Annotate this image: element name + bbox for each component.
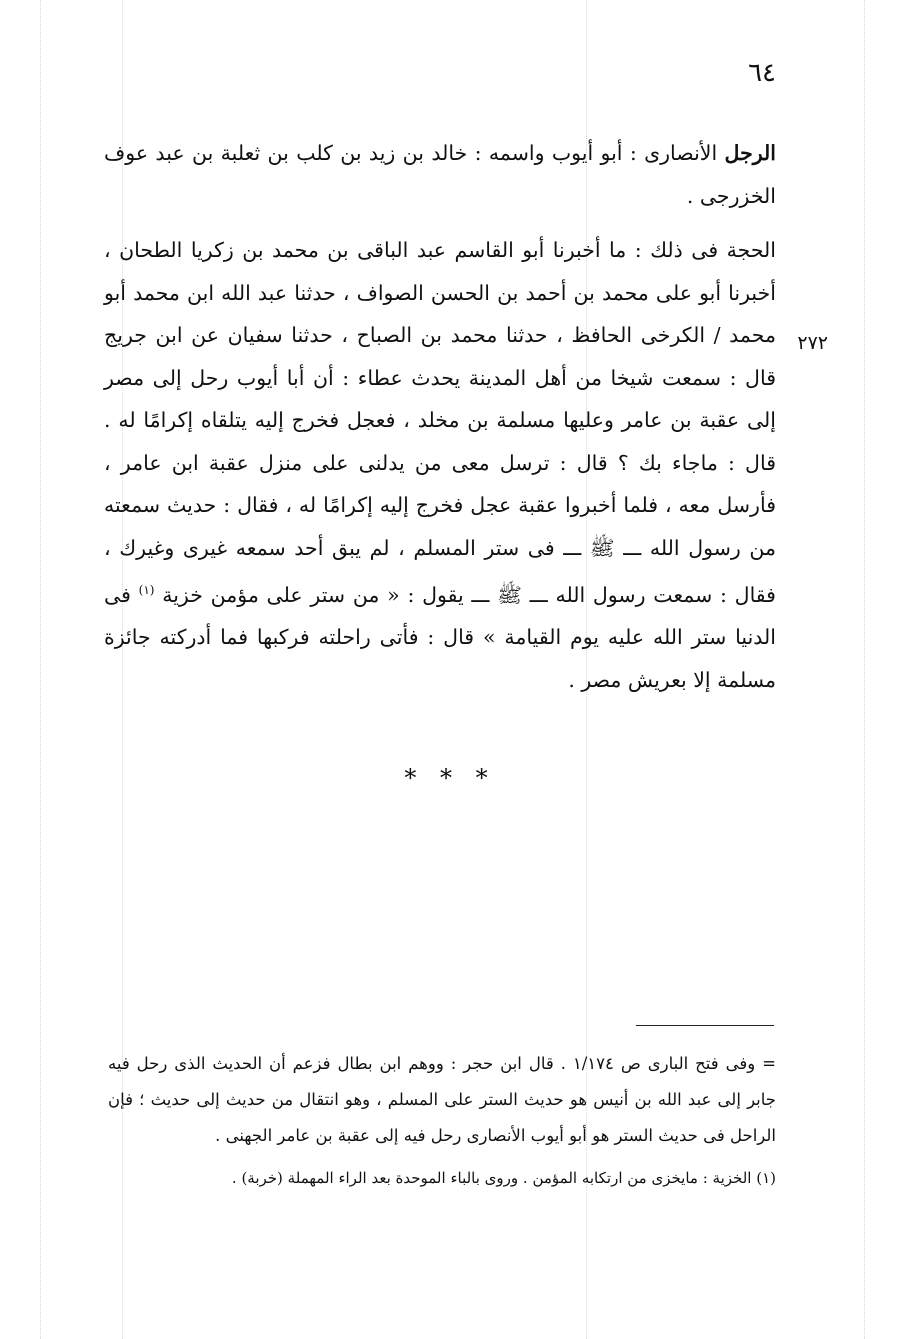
heading-text: الأنصارى : أبو أيوب واسمه : خالد بن زيد بن كلب بن ثعلبة بن عبد عوف الخزرجى .: [104, 141, 776, 208]
heading-rubric: الرجل: [724, 141, 776, 165]
section-separator: * * *: [404, 764, 496, 792]
heading-paragraph: [104, 132, 776, 217]
footnote-1: (١) الخزية : مايخزى من ارتكابه المؤمن . وروى بالباء الموحدة بعد الراء المهملة (خربة) .: [231, 1169, 776, 1187]
footnote-continuation: = وفى فتح البارى ص ١/١٧٤ . قال ابن حجر : ووهم ابن بطال فزعم أن الحديث الذى رحل فيه جابر إلى عبد الله بن أنيس هو حديث الستر على المسلم ، وهو انتقال من حديث إلى حديث ؛ فإن الراحل فى حديث الستر هو أبو أيوب الأنصارى رحل فيه إلى عقبة بن عامر الجهنى .: [108, 1054, 776, 1145]
footnote-reference[interactable]: (١): [138, 583, 155, 597]
page-number: ٦٤: [748, 58, 776, 88]
hadith-text-part1: الحجة فى ذلك : ما أخبرنا أبو القاسم عبد الباقى بن محمد بن زكريا الطحان ، أخبرنا أبو على محمد بن أحمد بن الحسن الصواف ، حدثنا عبد الله ابن محمد أبو محمد / الكرخى الحافظ ، حدثنا محمد بن الصباح ، حدثنا سفيان عن ابن جريج قال : سمعت شيخا من أهل المدينة يحدث عطاء : أن أبا أيوب رحل إلى مصر إلى عقبة بن عامر وعليها مسلمة بن مخلد ، فعجل فخرج إليه يتلقاه إكرامًا له . قال : ماجاء بك ؟ قال : ترسل معى من يدلنى على منزل عقبة ابن عامر ، فأرسل معه ، فلما أخبروا عقبة عجل فخرج إليه إكرامًا له ، فقال : حديث سمعته من رسول الله ـــ ﷺ ـــ فى ستر المسلم ، لم يبق أحد سمعه غيرى وغيرك ، فقال : سمعت رسول الله ـــ ﷺ ـــ يقول : « من ستر على مؤمن خزية: [104, 238, 776, 607]
footnote-divider: [636, 1025, 774, 1026]
margin-page-reference: ٢٧٢: [797, 332, 828, 354]
hadith-paragraph: [104, 229, 776, 701]
footnotes: [108, 1046, 776, 1196]
body-text: [104, 132, 776, 701]
hadith-text-part2: فى الدنيا ستر الله عليه يوم القيامة » قال : فأتى راحلته فركبها فما أدركته جائزة مسلمة إلا بعريش مصر .: [104, 582, 776, 692]
